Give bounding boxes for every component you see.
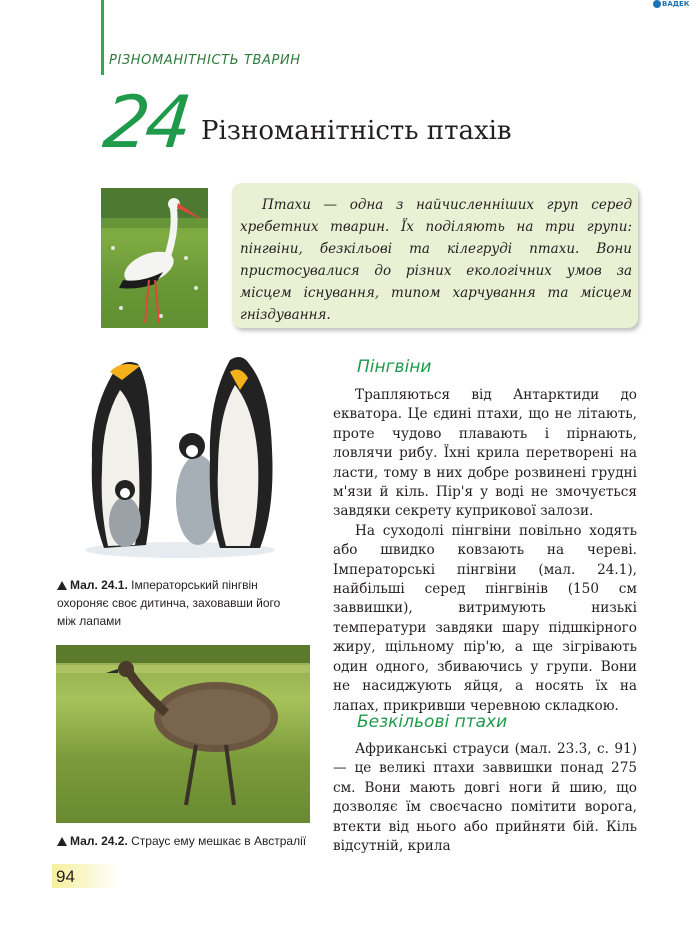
penguins-paragraph-1: Трапляються від Антарктиди до екватора. Це єдині птахи, що не літають, проте чудово плавають і пірнають, ловлячи рибу. Їхні крила перетворені на ласти, тому в них добре розвинені грудні м'язи й кіль. Пір'я у воді не змочується завдяки секрету куприкової залози.	[333, 387, 637, 520]
page-number: 94	[56, 867, 75, 886]
running-head: РІЗНОМАНІТНІСТЬ ТВАРИН	[109, 53, 301, 68]
figure-24-2-caption	[57, 832, 311, 850]
figure-24-1-label: Мал. 24.1.	[70, 578, 128, 592]
ratites-paragraph-1: Африканські страуси (мал. 23.3, с. 91) — це великі птахи заввишки понад 275 см. Вони мають довгі ноги й шию, що дозволяє їм своєчасно помітити ворога, втекти від нього або прийняти бій. Кіль відсутній, крила	[333, 741, 637, 855]
section-heading-penguins: Пінгвіни	[357, 357, 432, 377]
publisher-logo-icon	[653, 0, 661, 8]
emu-photo	[56, 645, 310, 823]
caption-triangle-icon	[57, 837, 67, 846]
stork-photo	[101, 188, 208, 328]
section-heading-ratites: Безкільові птахи	[357, 712, 508, 732]
publisher-mark-text: ВАДЕК	[662, 0, 690, 8]
intro-text: Птахи — одна з найчисленніших груп серед хребетних тварин. Їх поділяють на три групи: пінгвіни, безкільові та кілегруді птахи. Вони пристосувалися до різних екологічних умов за місцем існування, типом харчування та місцем гніздування.	[240, 197, 632, 323]
penguin-photo	[80, 350, 280, 565]
penguins-body	[333, 386, 637, 716]
figure-24-1-text: Імператорський пінгвін охороняє своє дитинча, заховавши його між лапами	[57, 578, 281, 628]
caption-triangle-icon	[57, 581, 67, 590]
header-rule	[101, 0, 104, 75]
figure-24-2-label: Мал. 24.2.	[70, 834, 128, 848]
figure-24-2-text: Страус ему мешкає в Австралії	[127, 834, 307, 848]
chapter-title: Різноманітність птахів	[201, 116, 512, 146]
publisher-logo[interactable]	[653, 0, 690, 8]
chapter-number: 24	[99, 80, 193, 164]
ratites-body	[333, 740, 637, 856]
penguins-paragraph-2: На суходолі пінгвіни повільно ходять або швидко ковзають на череві. Імператорські пінгвіни (мал. 24.1), найбільші серед пінгвінів (150 см заввишки), витримують низькі температури завдяки шару підшкірного жиру, щільному пір'ю, а ще зігрівають один одного, збиваючись у групи. Вони не насиджують яйця, а носять їх на лапах, прикривши черевною складкою.	[333, 522, 637, 714]
figure-24-1-caption	[57, 576, 289, 630]
